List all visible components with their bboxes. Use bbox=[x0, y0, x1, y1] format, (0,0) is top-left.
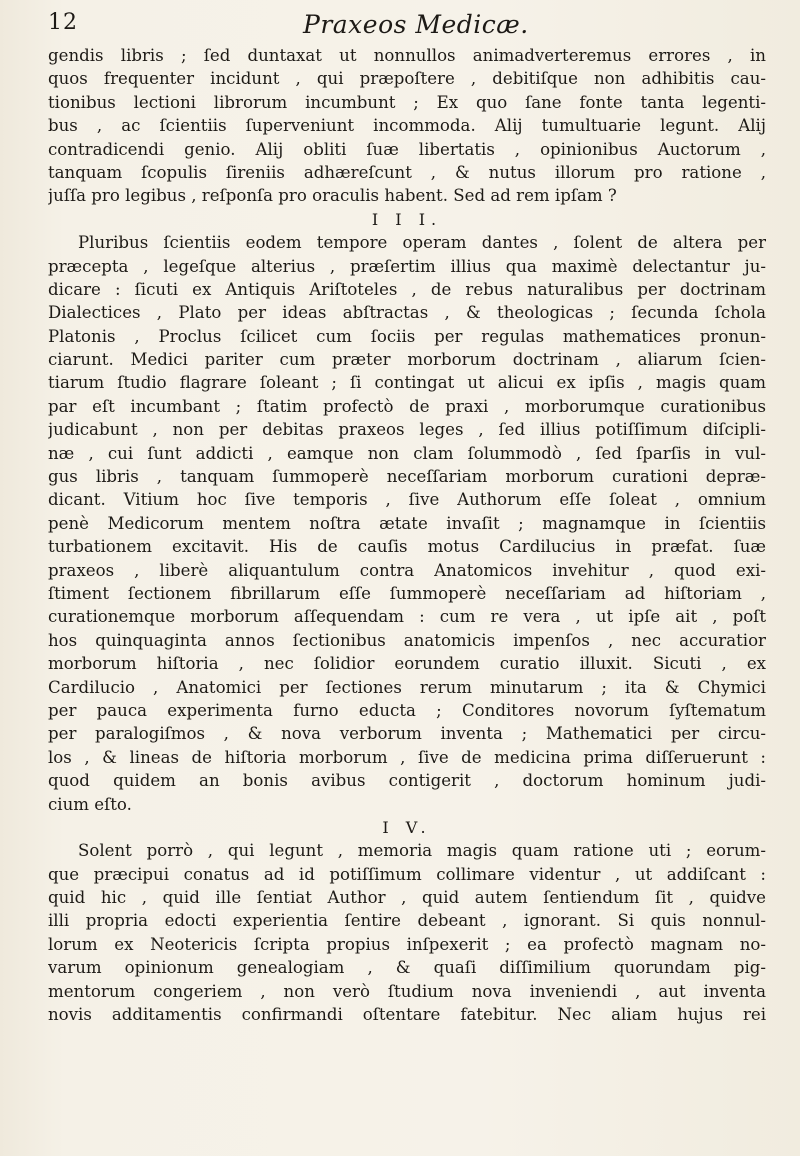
text-line: næ , cui ſunt addicti , eamque non clam ſolummodò , ſed ſparſis in vul- bbox=[48, 443, 766, 463]
text-line: Pluribus ſcientiis eodem tempore operam dantes , ſolent de altera per bbox=[78, 233, 766, 253]
text-line: tionibus lectioni librorum incumbunt ; Ex quo ſane fonte tanta legenti- bbox=[48, 92, 766, 112]
running-title: Praxeos Medicæ. bbox=[303, 10, 529, 39]
text-line: Cardilucio , Anatomici per ſectiones rerum minutarum ; ita & Chymici bbox=[48, 677, 766, 697]
text-line: Dialectices , Plato per ideas abſtractas , & theologicas ; ſecunda ſchola bbox=[48, 303, 766, 323]
text-line: curationemque morborum aſſequendam : cum re vera , ut ipſe ait , poſt bbox=[48, 607, 766, 627]
text-line: turbationem excitavit. His de cauſis motus Cardilucius in præfat. ſuæ bbox=[48, 537, 766, 557]
running-head bbox=[48, 10, 766, 44]
text-line: que præcipui conatus ad id potiſſimum collimare videntur , ut addiſcant : bbox=[48, 864, 766, 884]
text-line: per paralogiſmos , & nova verborum inventa ; Mathematici per circu- bbox=[48, 724, 766, 744]
text-line: judicabunt , non per debitas praxeos leges , ſed illius potiſſimum diſcipli- bbox=[48, 420, 766, 440]
text-line: Platonis , Proclus ſcilicet cum ſociis per regulas mathematices pronun- bbox=[48, 326, 766, 346]
text-line: los , & lineas de hiſtoria morborum , ſive de medicina prima diſſeruerunt : bbox=[48, 747, 766, 767]
text-line: hos quinquaginta annos ſectionibus anatomicis impenſos , nec accuratior bbox=[48, 630, 766, 650]
text-line: lorum ex Neotericis ſcripta propius inſpexerit ; ea profectò magnam no- bbox=[48, 934, 766, 954]
section-numeral: I V. bbox=[382, 817, 432, 837]
text-line: dicant. Vitium hoc ſive temporis , ſive Authorum eſſe ſoleat , omnium bbox=[48, 490, 766, 510]
text-line: varum opinionum genealogiam , & quaſi diſſimilium quorundam pig- bbox=[48, 958, 766, 978]
text-line: quos frequenter incidunt , qui præpoſtere , debitiſque non adhibitis cau- bbox=[48, 69, 766, 89]
text-line: Solent porrò , qui legunt , memoria magis quam ratione uti ; eorum- bbox=[78, 841, 766, 861]
body-text bbox=[48, 44, 766, 1026]
text-line: tiarum ſtudio flagrare ſoleant ; ſi contingat ut alicui ex ipſis , magis quam bbox=[48, 373, 766, 393]
text-line: praxeos , liberè aliquantulum contra Anatomicos invehitur , quod exi- bbox=[48, 560, 766, 580]
text-line: morborum hiſtoria , nec ſolidior eorundem curatio illuxit. Sicuti , ex bbox=[48, 654, 766, 674]
section-numeral: I I I. bbox=[371, 209, 443, 229]
text-line: gendis libris ; ſed duntaxat ut nonnullos animadverteremus errores , in bbox=[48, 46, 766, 65]
text-line: par eſt incumbant ; ſtatim profectò de praxi , morborumque curationibus bbox=[48, 396, 766, 416]
page-number: 12 bbox=[48, 10, 78, 35]
text-line: tanquam ſcopulis ſireniis adhæreſcunt , & nutus illorum pro ratione , bbox=[48, 162, 766, 182]
text-line: penè Medicorum mentem noſtra ætate invaſit ; magnamque in ſcientiis bbox=[48, 513, 766, 533]
text-line: bus , ac ſcientiis ſuperveniunt incommoda. Alij tumultuarie legunt. Alij bbox=[48, 116, 766, 136]
text-line: cium eſto. bbox=[48, 794, 132, 814]
text-line: quid hic , quid ille ſentiat Author , quid autem ſentiendum ſit , quidve bbox=[48, 888, 766, 908]
text-line: quod quidem an bonis avibus contigerit , doctorum hominum judi- bbox=[48, 771, 766, 791]
text-line: ſtiment ſectionem fibrillarum eſſe ſummoperè neceſſariam ad hiſtoriam , bbox=[48, 583, 766, 603]
text-line: contradicendi genio. Alij obliti ſuæ libertatis , opinionibus Auctorum , bbox=[48, 139, 766, 159]
text-line: ciarunt. Medici pariter cum præter morborum doctrinam , aliarum ſcien- bbox=[48, 350, 766, 370]
text-line: dicare : ſicuti ex Antiquis Ariſtoteles , de rebus naturalibus per doctrinam bbox=[48, 279, 766, 299]
text-line: per pauca experimenta furno educta ; Conditores novorum ſyſtematum bbox=[48, 700, 766, 720]
text-line: juſſa pro legibus , reſponſa pro oraculis habent. Sed ad rem ipſam ? bbox=[48, 186, 617, 206]
text-line: gus libris , tanquam ſummoperè neceſſariam morborum curationi depræ- bbox=[48, 467, 766, 487]
text-line: mentorum congeriem , non verò ſtudium nova inveniendi , aut inventa bbox=[48, 981, 766, 1001]
text-line: illi propria edocti experientia ſentire debeant , ignorant. Si quis nonnul- bbox=[48, 911, 766, 931]
text-line: præcepta , legeſque alterius , præſertim illius qua maximè delectantur ju- bbox=[48, 256, 766, 276]
text-line: novis additamentis confirmandi oſtentare fatebitur. Nec aliam hujus rei bbox=[48, 1005, 766, 1025]
